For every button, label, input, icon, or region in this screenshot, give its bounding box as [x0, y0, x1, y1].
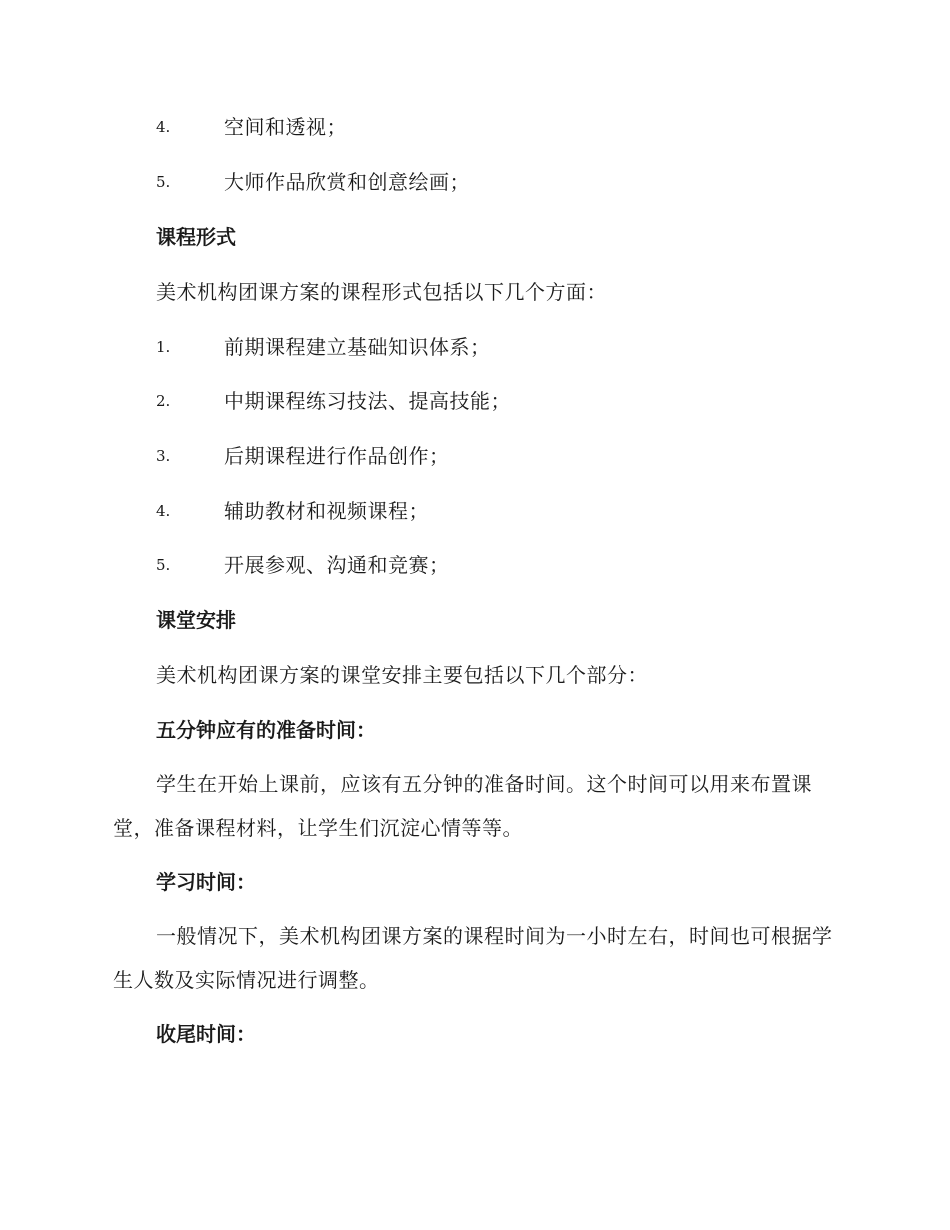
list-text: 空间和透视； [224, 115, 347, 139]
list-number: 2. [156, 392, 171, 410]
list-number: 5. [156, 173, 171, 191]
list-number: 3. [156, 447, 171, 465]
list-item [0, 167, 950, 197]
list-text: 前期课程建立基础知识体系； [224, 335, 491, 359]
paragraph-study-time: 一般情况下，美术机构团课方案的课程时间为一小时左右，时间也可根据学生人数及实际情况进行调整。 [113, 924, 833, 992]
list-number: 1. [156, 338, 171, 356]
list-item [0, 332, 950, 362]
list-text: 后期课程进行作品创作； [224, 444, 450, 468]
list-text: 大师作品欣赏和创意绘画； [224, 170, 470, 194]
list-text: 开展参观、沟通和竞赛； [224, 553, 450, 577]
intro-class-arrangement: 美术机构团课方案的课堂安排主要包括以下几个部分： [156, 663, 648, 687]
list-item [0, 386, 950, 416]
list-item [0, 112, 950, 142]
list-text: 辅助教材和视频课程； [224, 499, 429, 523]
intro-course-form: 美术机构团课方案的课程形式包括以下几个方面： [156, 280, 607, 304]
list-item [0, 496, 950, 526]
section-heading-course-form: 课程形式 [156, 225, 236, 249]
list-number: 4. [156, 118, 171, 136]
list-number: 5. [156, 556, 171, 574]
subheading-study-time: 学习时间： [156, 870, 256, 894]
paragraph-prep-time: 学生在开始上课前，应该有五分钟的准备时间。这个时间可以用来布置课堂，准备课程材料，让学生们沉淀心情等等。 [113, 772, 812, 840]
subheading-closing-time: 收尾时间： [156, 1022, 256, 1046]
list-item [0, 441, 950, 471]
section-heading-class-arrangement: 课堂安排 [156, 608, 236, 632]
list-text: 中期课程练习技法、提高技能； [224, 389, 511, 413]
subheading-prep-time: 五分钟应有的准备时间： [156, 718, 376, 742]
list-item [0, 550, 950, 580]
list-number: 4. [156, 502, 171, 520]
